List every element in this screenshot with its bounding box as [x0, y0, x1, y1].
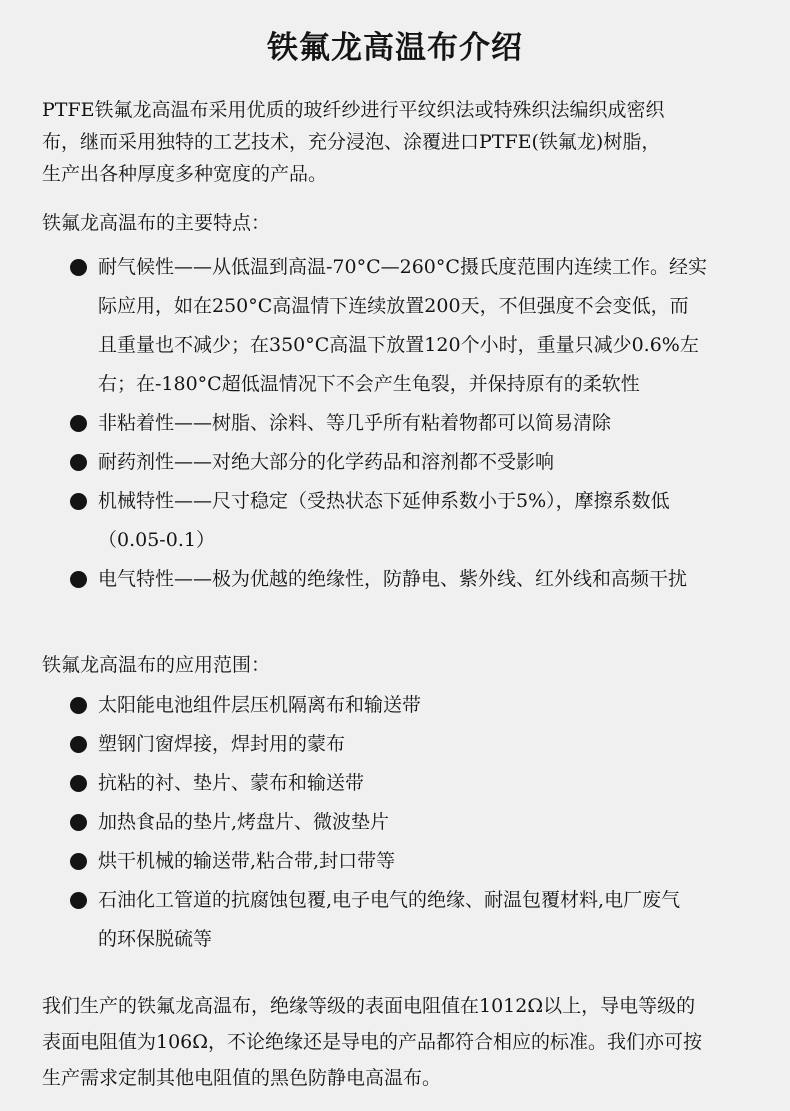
list-item	[70, 842, 760, 881]
bullet-icon	[70, 454, 87, 471]
item-line: 烘干机械的输送带,粘合带,封口带等	[98, 850, 396, 872]
bullet-icon	[70, 697, 87, 714]
item-line: 际应用，如在250°C高温情下连续放置200天，不但强度不会变低，而	[98, 295, 689, 317]
page-title: 铁氟龙高温布介绍	[267, 30, 523, 66]
item-line: 右；在-180°C超低温情况下不会产生龟裂，并保持原有的柔软性	[98, 373, 640, 395]
bullet-icon	[70, 853, 87, 870]
list-item	[70, 725, 760, 764]
item-line: 的环保脱硫等	[98, 928, 213, 950]
intro-line: 布，继而采用独特的工艺技术，充分浸泡、涂覆进口PTFE(铁氟龙)树脂，	[42, 131, 661, 153]
item-line: 抗粘的衬、垫片、蒙布和输送带	[98, 772, 365, 794]
item-line: 且重量也不减少；在350°C高温下放置120个小时，重量只减少0.6%左	[98, 334, 699, 356]
list-item	[70, 881, 760, 959]
item-line: 机械特性——尺寸稳定（受热状态下延伸系数小于5%），摩擦系数低	[98, 490, 670, 512]
applications-heading: 铁氟龙高温布的应用范围：	[42, 654, 271, 676]
outro-line: 我们生产的铁氟龙高温布，绝缘等级的表面电阻值在1012Ω以上，导电等级的	[42, 995, 696, 1017]
list-item	[70, 560, 760, 599]
list-item	[70, 443, 760, 482]
list-item	[70, 686, 760, 725]
intro-line: PTFE铁氟龙高温布采用优质的玻纤纱进行平纹织法或特殊织法编织成密织	[42, 99, 665, 121]
features-heading: 铁氟龙高温布的主要特点：	[42, 212, 271, 234]
list-item	[70, 803, 760, 842]
bullet-icon	[70, 259, 87, 276]
intro-paragraph	[42, 94, 754, 190]
applications-list	[70, 686, 760, 959]
bullet-icon	[70, 415, 87, 432]
bullet-icon	[70, 493, 87, 510]
outro-line: 生产需求定制其他电阻值的黑色防静电高温布。	[42, 1067, 442, 1089]
bullet-icon	[70, 892, 87, 909]
intro-line: 生产出各种厚度多种宽度的产品。	[42, 163, 328, 185]
closing-paragraph	[42, 988, 762, 1096]
item-line: （0.05-0.1）	[98, 529, 215, 551]
list-item	[70, 482, 760, 560]
item-line: 耐气候性——从低温到高温-70°C—260°C摄氏度范围内连续工作。经实	[98, 256, 707, 278]
item-line: 太阳能电池组件层压机隔离布和输送带	[98, 694, 422, 716]
bullet-icon	[70, 775, 87, 792]
features-list	[70, 248, 760, 599]
item-line: 加热食品的垫片,烤盘片、微波垫片	[98, 811, 390, 833]
bullet-icon	[70, 571, 87, 588]
list-item	[70, 248, 760, 404]
item-line: 耐药剂性——对绝大部分的化学药品和溶剂都不受影响	[98, 451, 555, 473]
item-line: 电气特性——极为优越的绝缘性，防静电、紫外线、红外线和高频干扰	[98, 568, 688, 590]
bullet-icon	[70, 814, 87, 831]
item-line: 塑钢门窗焊接，焊封用的蒙布	[98, 733, 346, 755]
bullet-icon	[70, 736, 87, 753]
item-line: 非粘着性——树脂、涂料、等几乎所有粘着物都可以简易清除	[98, 412, 612, 434]
list-item	[70, 404, 760, 443]
outro-line: 表面电阻值为106Ω，不论绝缘还是导电的产品都符合相应的标准。我们亦可按	[42, 1031, 703, 1053]
list-item	[70, 764, 760, 803]
item-line: 石油化工管道的抗腐蚀包覆,电子电气的绝缘、耐温包覆材料,电厂废气	[98, 889, 681, 911]
